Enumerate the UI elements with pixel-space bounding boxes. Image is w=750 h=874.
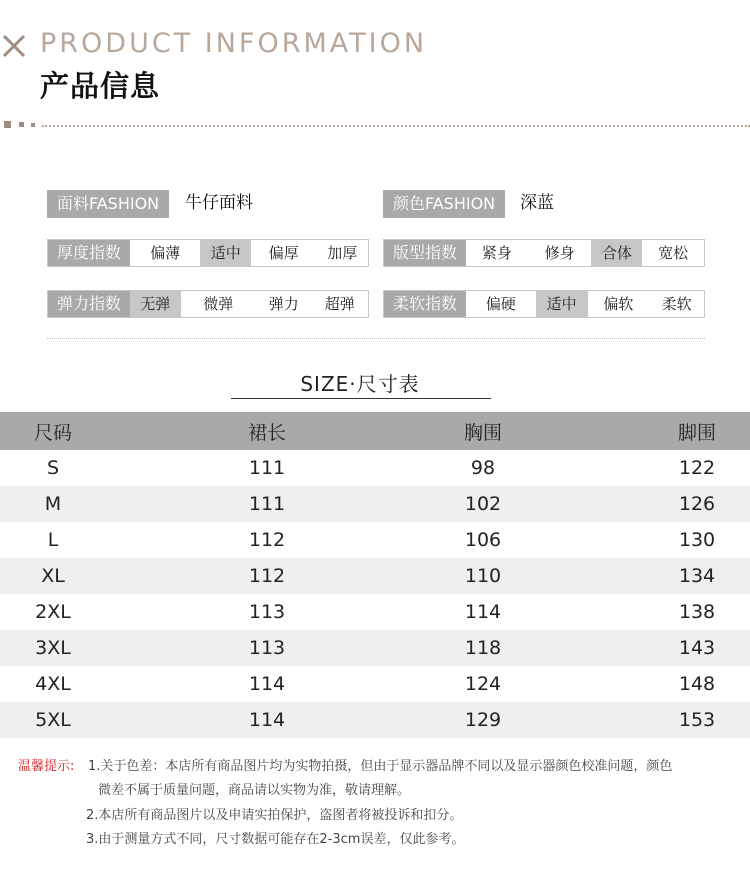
- divider: [47, 338, 705, 339]
- table-cell: 143: [678, 637, 716, 659]
- table-cell: 124: [464, 673, 502, 695]
- table-cell: M: [44, 493, 62, 515]
- table-cell: 3XL: [35, 637, 71, 659]
- table-cell: 102: [464, 493, 502, 515]
- close-icon: [2, 32, 26, 60]
- fabric-value: 牛仔面料: [185, 193, 253, 213]
- column-header: 胸围: [463, 421, 502, 444]
- size-table-title: SIZE·尺寸表: [300, 372, 420, 396]
- thickness-option: 加厚: [327, 244, 358, 262]
- table-row: [0, 594, 750, 630]
- color-value: 深蓝: [520, 193, 554, 213]
- note-line: 3.由于测量方式不同，尺寸数据可能存在2-3cm误差，仅此参考。: [86, 832, 465, 847]
- table-row: [0, 522, 750, 558]
- softness-index: [383, 290, 705, 318]
- elasticity-label: 弹力指数: [48, 291, 130, 317]
- table-row: [0, 450, 750, 486]
- softness-option-selected: 适中: [536, 291, 588, 317]
- table-cell: L: [47, 529, 59, 551]
- fit-option-selected: 合体: [591, 240, 642, 266]
- softness-option: 偏软: [603, 295, 634, 313]
- column-header: 脚围: [677, 421, 716, 444]
- table-cell: 134: [678, 565, 716, 587]
- table-row: [0, 702, 750, 738]
- column-header: 裙长: [247, 421, 286, 444]
- table-cell: 114: [248, 709, 286, 731]
- softness-option: 偏硬: [485, 295, 516, 313]
- decor-dot: [4, 121, 11, 128]
- elasticity-option: 微弹: [203, 295, 234, 313]
- decor-dot: [31, 123, 35, 127]
- title-underline: [231, 398, 491, 399]
- table-cell: XL: [41, 565, 65, 587]
- note-line: 微差不属于质量问题，商品请以实物为准，敬请理解。: [98, 783, 411, 798]
- table-cell: 118: [464, 637, 502, 659]
- table-cell: 2XL: [35, 601, 71, 623]
- table-cell: 113: [248, 601, 286, 623]
- thickness-option: 偏薄: [150, 244, 181, 262]
- note-line: 1.关于色差：本店所有商品图片均为实物拍摄，但由于显示器品牌不同以及显示器颜色校准问题，颜色: [88, 759, 673, 774]
- table-row: [0, 630, 750, 666]
- fabric-label: 面料FASHION: [47, 190, 169, 218]
- table-cell: 153: [678, 709, 716, 731]
- thickness-label: 厚度指数: [48, 240, 130, 266]
- size-table: [0, 412, 750, 738]
- table-cell: 111: [248, 457, 286, 479]
- note-line: 2.本店所有商品图片以及申请实拍保护，盗图者将被投诉和扣分。: [86, 808, 463, 823]
- softness-label: 柔软指数: [384, 291, 466, 317]
- table-cell: 148: [678, 673, 716, 695]
- table-cell: 98: [470, 457, 496, 479]
- elasticity-option-selected: 无弹: [130, 291, 181, 317]
- table-header: [0, 412, 750, 450]
- fit-label: 版型指数: [384, 240, 466, 266]
- table-cell: 129: [464, 709, 502, 731]
- table-cell: 112: [248, 565, 286, 587]
- table-cell: 114: [248, 673, 286, 695]
- table-cell: 130: [678, 529, 716, 551]
- color-label: 颜色FASHION: [383, 190, 505, 218]
- table-cell: 113: [248, 637, 286, 659]
- table-cell: 106: [464, 529, 502, 551]
- table-cell: 112: [248, 529, 286, 551]
- fit-index: [383, 239, 705, 267]
- fit-option: 修身: [544, 244, 575, 262]
- table-cell: 122: [678, 457, 716, 479]
- softness-option: 柔软: [661, 295, 692, 313]
- table-cell: 110: [464, 565, 502, 587]
- thickness-index: [47, 239, 369, 267]
- table-row: [0, 666, 750, 702]
- thickness-option-selected: 适中: [200, 240, 251, 266]
- divider: [42, 125, 750, 127]
- fit-option: 宽松: [658, 244, 689, 262]
- elasticity-index: [47, 290, 369, 318]
- notes-label: 温馨提示:: [18, 759, 75, 774]
- fit-option: 紧身: [481, 244, 512, 262]
- column-header: 尺码: [33, 421, 72, 444]
- table-row: [0, 486, 750, 522]
- table-cell: 114: [464, 601, 502, 623]
- table-cell: 5XL: [35, 709, 71, 731]
- english-title: PRODUCT INFORMATION: [40, 28, 428, 59]
- table-cell: 111: [248, 493, 286, 515]
- table-row: [0, 558, 750, 594]
- elasticity-option: 超弹: [324, 295, 355, 313]
- elasticity-option: 弹力: [268, 295, 299, 313]
- table-cell: 138: [678, 601, 716, 623]
- table-cell: 4XL: [35, 673, 71, 695]
- table-cell: 126: [678, 493, 716, 515]
- decor-dot: [19, 122, 24, 127]
- page-title: 产品信息: [40, 69, 161, 103]
- thickness-option: 偏厚: [268, 244, 299, 262]
- table-cell: S: [46, 457, 60, 479]
